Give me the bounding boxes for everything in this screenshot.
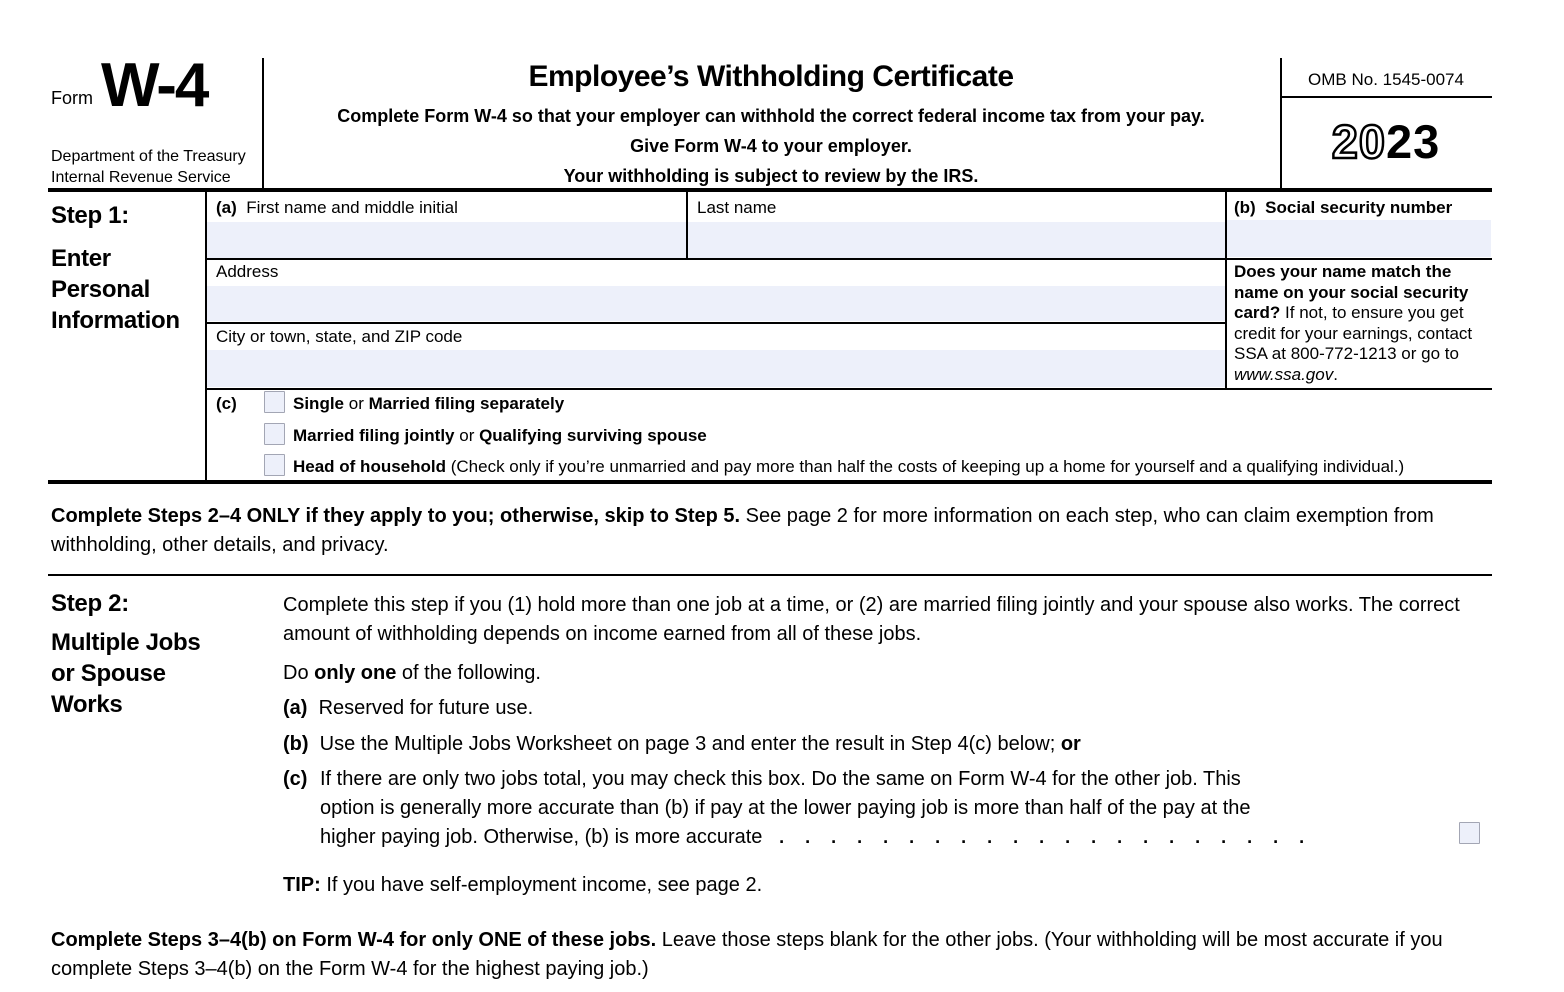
form-subtitle-2: Give Form W-4 to your employer. — [630, 136, 912, 156]
step2-intro: Complete this step if you (1) hold more than one job at a time, or (2) are married filing jointly and your spouse also works. The correct amount of withholding depends on income earned from all of these jobs. — [283, 594, 1460, 645]
filing-status-option-head-of-household: Head of household (Check only if you’re unmarried and pay more than half the costs of keeping up a home for yourself and a qualifying individual.) — [293, 457, 1405, 476]
first-name-input[interactable] — [207, 222, 686, 258]
filing-status-single-checkbox[interactable] — [264, 391, 285, 413]
address-label: Address — [216, 262, 279, 281]
first-name-label: First name and middle initial — [246, 198, 458, 217]
tax-year-outline: 20 — [1331, 115, 1386, 168]
ssa-note-end: . — [1333, 364, 1338, 384]
step2-item-c-line3: higher paying job. Otherwise, (b) is more accurate . . . . . . . . . . . . . . . . . . . . . — [320, 826, 1305, 848]
ssa-note-bold: Does your name match the name on your social security card? — [1234, 262, 1469, 322]
city-label: City or town, state, and ZIP code — [216, 327, 463, 346]
form-subtitle-1: Complete Form W-4 so that your employer can withhold the correct federal income tax from your pay. — [337, 106, 1205, 126]
ssa-note — [1234, 262, 1492, 385]
filing-status-option-single: Single or Married filing separately — [293, 394, 565, 413]
tax-year — [1280, 115, 1492, 168]
step1-subheading-line1: Enter — [51, 245, 111, 272]
filing-status-option-married-jointly: Married filing jointly or Qualifying surviving spouse — [293, 426, 707, 445]
steps-3-4b-note: Complete Steps 3–4(b) on Form W-4 for only ONE of these jobs. Leave those steps blank for the other jobs. (Your withholding will be most accurate if you complete Steps 3–4(b) on the Form W-4 for the highest paying job.) — [51, 929, 1443, 980]
step2-heading: Step 2: — [51, 590, 129, 617]
filing-status-head-of-household-checkbox[interactable] — [264, 454, 285, 476]
step2-tip: TIP: If you have self-employment income, see page 2. — [283, 874, 763, 896]
step2-subheading-line3: Works — [51, 691, 123, 718]
city-row-bottom-border — [205, 388, 1492, 390]
step2-item-b: (b) Use the Multiple Jobs Worksheet on page 3 and enter the result in Step 4(c) below; or — [283, 733, 1081, 755]
step2-two-jobs-checkbox[interactable] — [1459, 822, 1480, 844]
ssn-input[interactable] — [1227, 220, 1491, 257]
row-c-prefix: (c) — [216, 394, 237, 413]
step1-bottom-rule — [48, 480, 1492, 484]
form-subtitle-3: Your withholding is subject to review by the IRS. — [563, 166, 979, 186]
address-row-bottom-border — [205, 322, 1227, 324]
step2-subheading-line1: Multiple Jobs — [51, 629, 201, 656]
last-name-input[interactable] — [688, 222, 1225, 258]
step2-do-only-one: Do only one of the following. — [283, 662, 541, 684]
step1-subheading-line2: Personal — [51, 276, 150, 303]
steps-2-4-note: Complete Steps 2–4 ONLY if they apply to you; otherwise, skip to Step 5. See page 2 for more information on each step, who can claim exemption from withholding, other details, and privacy. — [51, 505, 1434, 556]
header-rule — [48, 188, 1492, 192]
step2-item-c: (c) If there are only two jobs total, you may check this box. Do the same on Form W-4 for the other job. This option is generally more accurate than (b) if pay at the lower paying job is more than half of the pay at the higher paying job. Otherwise, (b) is more accurate . . . . . . . . . . . . . . . . . . . . . — [283, 765, 1495, 852]
agency-line2: Internal Revenue Service — [51, 169, 231, 186]
tax-year-solid: 23 — [1386, 115, 1441, 168]
city-input[interactable] — [207, 350, 1225, 387]
step2-subheading-line2: or Spouse — [51, 660, 166, 687]
row-a-bottom-border — [205, 258, 1492, 260]
step2-item-c-line2: option is generally more accurate than (b) if pay at the lower paying job is more than half of the pay at the — [320, 797, 1251, 819]
filing-status-married-jointly-checkbox[interactable] — [264, 423, 285, 445]
ssa-note-regular: If not, to ensure you get credit for your earnings, contact SSA at 800-772-1213 or go to — [1234, 303, 1473, 363]
row-a-prefix: (a) — [216, 198, 237, 217]
omb-number: OMB No. 1545-0074 — [1308, 70, 1464, 89]
agency-line1: Department of the Treasury — [51, 148, 246, 165]
omb-divider — [1280, 96, 1492, 98]
form-title: Employee’s Withholding Certificate — [528, 60, 1014, 93]
step2-item-c-line1: If there are only two jobs total, you may check this box. Do the same on Form W-4 for the other job. This — [320, 768, 1241, 790]
form-word-label: Form — [51, 88, 93, 108]
ssa-note-link: www.ssa.gov — [1234, 364, 1334, 384]
form-number: W-4 — [101, 51, 208, 120]
ssn-label: Social security number — [1265, 198, 1453, 217]
step1-heading: Step 1: — [51, 202, 129, 229]
step2-top-rule — [48, 574, 1492, 576]
last-name-label: Last name — [697, 198, 777, 217]
step2-item-a: (a) Reserved for future use. — [283, 697, 534, 719]
step1-subheading-line3: Information — [51, 307, 180, 334]
dot-leader: . . . . . . . . . . . . . . . . . . . . . — [779, 827, 1305, 847]
ssn-prefix: (b) — [1234, 198, 1256, 217]
address-input[interactable] — [207, 286, 1225, 321]
